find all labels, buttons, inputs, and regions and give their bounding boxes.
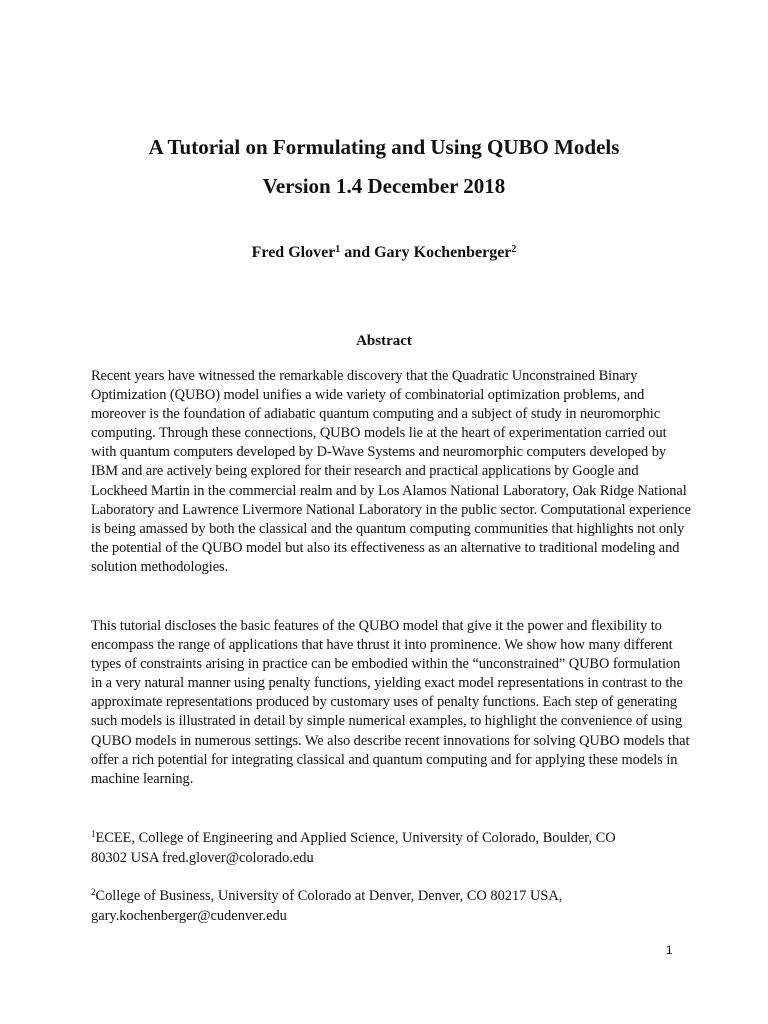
footnote-2-line-2: gary.kochenberger@cudenver.edu <box>91 907 287 924</box>
footnote-1-mark: 1 <box>91 829 96 839</box>
author-line <box>0 243 768 263</box>
footnote-2-affiliation: College of Business, University of Colorado at Denver, Denver, CO 80217 USA, <box>95 888 563 904</box>
author-connector: and <box>340 244 375 261</box>
footnote-2 <box>91 887 691 926</box>
abstract-paragraph-2: This tutorial discloses the basic features of the QUBO model that give it the power and flexibility to encompass the range of applications that have thrust it into prominence. We show how many different types of constraints arising in practice can be embodied within the “unconstrained” QUBO formulation in a very natural manner using penalty functions, yielding exact model representations in contrast to the approximate representations produced by customary uses of penalty functions. Each step of generating such models is illustrated in detail by simple numerical examples, to highlight the convenience of using QUBO models in numerous settings. We also describe recent innovations for solving QUBO models that offer a rich potential for integrating classical and quantum computing and for applying these models in machine learning. <box>91 618 690 787</box>
author-1-name: Fred Glover <box>251 244 336 261</box>
abstract-heading: Abstract <box>356 333 412 349</box>
author-2-footnote-mark: 2 <box>511 244 517 255</box>
author-1-footnote-mark: 1 <box>335 244 341 255</box>
footnote-2-mark: 2 <box>91 887 96 897</box>
paper-version-date: Version 1.4 December 2018 <box>262 174 506 198</box>
paper-title: A Tutorial on Formulating and Using QUBO Models <box>148 135 620 159</box>
author-2-name: Gary Kochenberger <box>374 244 512 261</box>
footnote-1-affiliation: ECEE, College of Engineering and Applied Science, University of Colorado, Boulder, CO <box>95 830 616 846</box>
abstract-paragraph-1: Recent years have witnessed the remarkable discovery that the Quadratic Unconstrained Binary Optimization (QUBO) model unifies a wide variety of combinatorial optimization problems, and moreover is the foundation of adiabatic quantum computing and a subject of study in neuromorphic computing. Through these connections, QUBO models lie at the heart of experimentation carried out with quantum computers developed by D-Wave Systems and neuromorphic computers developed by IBM and are actively being explored for their research and practical applications by Google and Lockheed Martin in the commercial realm and by Los Alamos National Laboratory, Oak Ridge National Laboratory and Lawrence Livermore National Laboratory in the public sector. Computational experience is being amassed by both the classical and the quantum computing communities that highlights not only the potential of the QUBO model but also its effectiveness as an alternative to traditional modeling and solution methodologies. <box>91 368 691 575</box>
footnote-1-line-2: 80302 USA fred.glover@colorado.edu <box>91 849 314 866</box>
footnote-1-line-1 <box>91 829 691 849</box>
footnote-2-line-1 <box>91 887 691 907</box>
footnote-1 <box>91 829 691 868</box>
page-number: 1 <box>666 943 673 957</box>
